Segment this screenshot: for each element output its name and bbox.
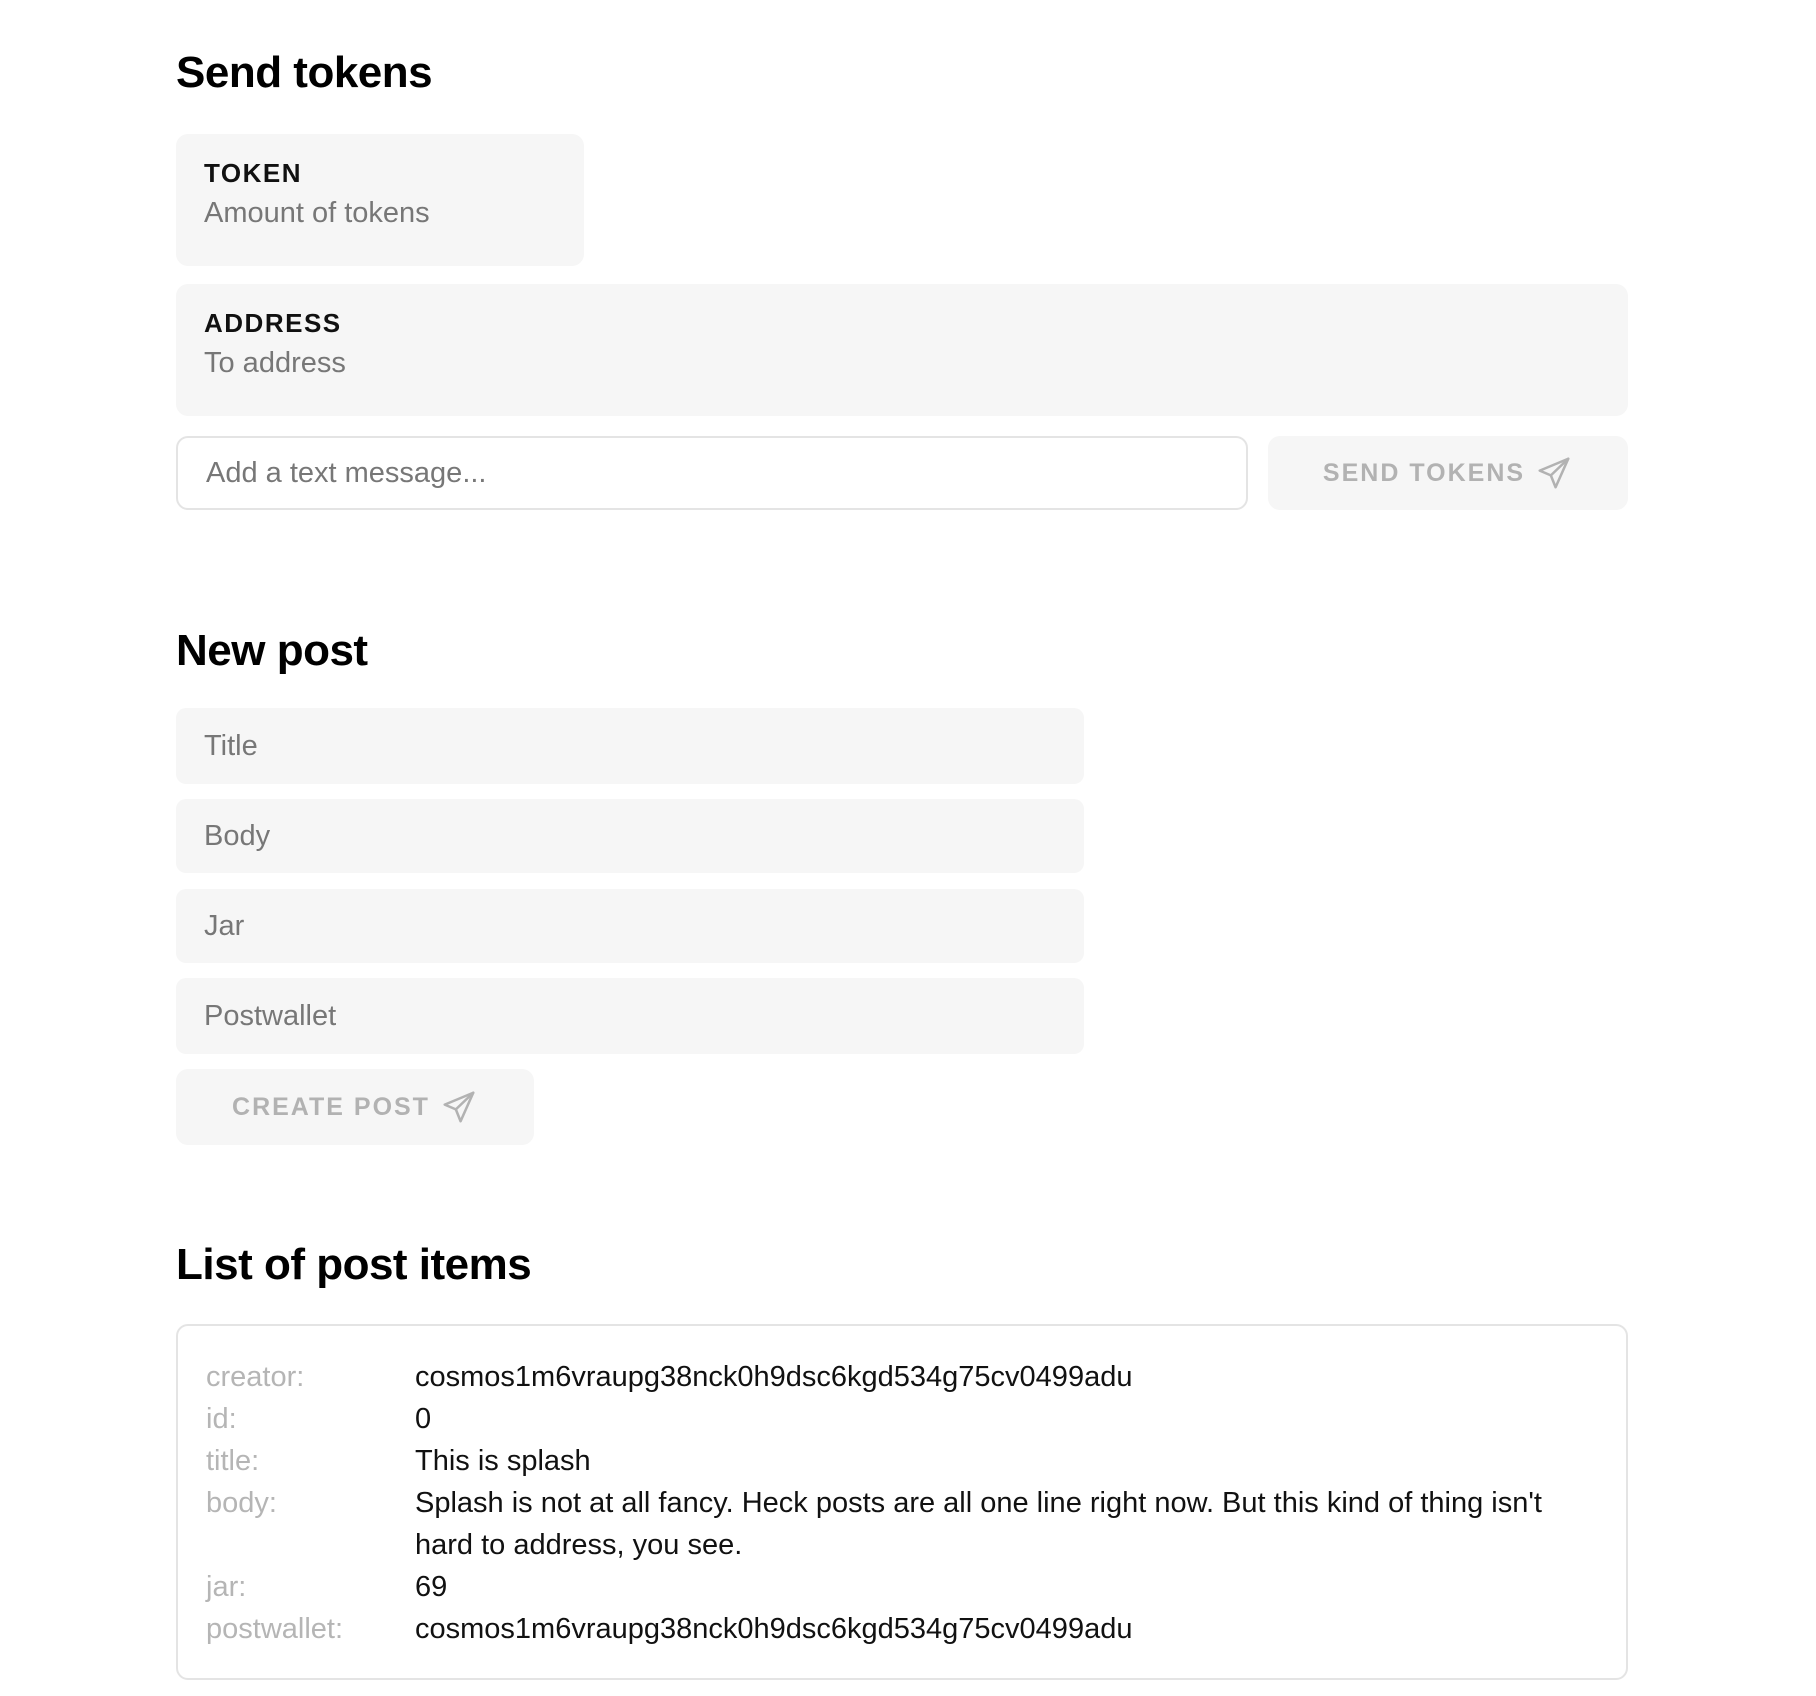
post-jar-input[interactable]	[176, 889, 1084, 963]
post-field-id	[206, 1398, 1598, 1440]
paper-plane-icon	[1535, 454, 1573, 492]
post-body-input[interactable]	[176, 799, 1084, 873]
post-field-jar	[206, 1566, 1598, 1608]
send-tokens-label: SEND TOKENS	[1322, 458, 1526, 487]
post-item-card	[176, 1324, 1628, 1680]
post-value-postwallet: cosmos1m6vraupg38nck0h9dsc6kgd534g75cv0499adu	[415, 1613, 1133, 1645]
post-title-input[interactable]	[176, 708, 1084, 784]
text-message-input[interactable]	[176, 436, 1248, 510]
post-list-heading: List of post items	[176, 1240, 532, 1289]
token-label: TOKEN	[204, 158, 303, 188]
new-post-heading: New post	[176, 626, 368, 675]
post-postwallet-input[interactable]	[176, 978, 1084, 1054]
post-key: postwallet:	[206, 1613, 344, 1645]
post-key: creator:	[206, 1361, 305, 1393]
token-field[interactable]	[176, 134, 584, 266]
post-key: title:	[206, 1445, 260, 1477]
post-value-id: 0	[415, 1403, 432, 1435]
address-label: ADDRESS	[204, 308, 342, 338]
send-tokens-heading: Send tokens	[176, 48, 433, 97]
paper-plane-icon	[440, 1088, 478, 1126]
to-address-input[interactable]	[204, 347, 1600, 380]
post-field-creator	[206, 1356, 1598, 1398]
create-post-button[interactable]	[176, 1069, 534, 1145]
create-post-label: CREATE POST	[232, 1092, 430, 1121]
post-field-title	[206, 1440, 1598, 1482]
address-field[interactable]	[176, 284, 1628, 416]
post-value-jar: 69	[415, 1571, 448, 1603]
post-key: jar:	[206, 1571, 247, 1603]
token-amount-input[interactable]	[204, 197, 556, 230]
post-value-creator: cosmos1m6vraupg38nck0h9dsc6kgd534g75cv0499adu	[415, 1361, 1133, 1393]
send-tokens-button[interactable]	[1268, 436, 1628, 510]
post-value-title: This is splash	[415, 1445, 591, 1477]
post-field-postwallet	[206, 1608, 1598, 1650]
post-field-body	[206, 1482, 1598, 1566]
post-key: body:	[206, 1487, 277, 1519]
post-key: id:	[206, 1403, 237, 1435]
post-value-body: Splash is not at all fancy. Heck posts are all one line right now. But this kind of thing isn't hard to address, you see.	[415, 1487, 1542, 1561]
